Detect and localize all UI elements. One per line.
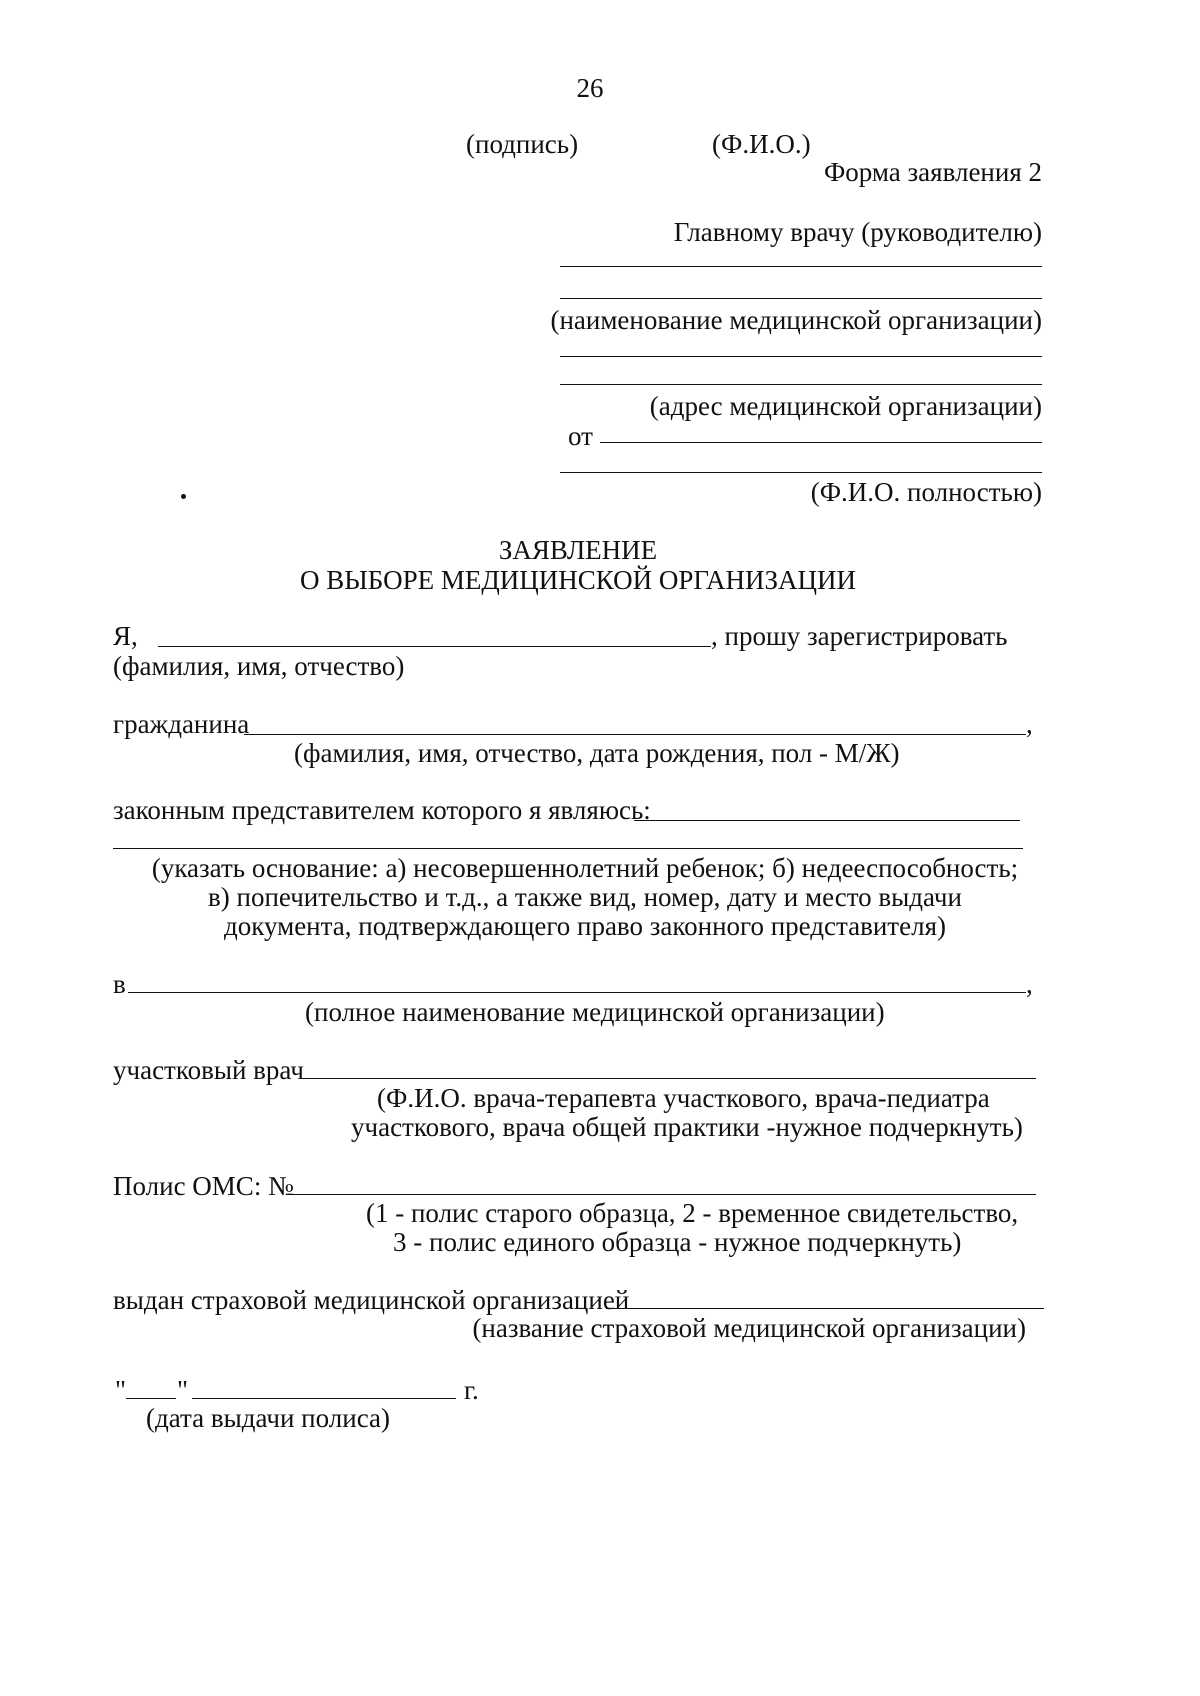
date-open-quote: " xyxy=(115,1375,127,1405)
citizen-comma: , xyxy=(1026,709,1033,739)
representative-line-1[interactable] xyxy=(634,820,1020,821)
date-caption: (дата выдачи полиса) xyxy=(146,1403,390,1433)
org-address-line-2[interactable] xyxy=(560,384,1042,385)
request-text: , прошу зарегистрировать xyxy=(711,621,1008,651)
policy-caption-1: (1 - полис старого образца, 2 - временное свидетельство, xyxy=(366,1198,1019,1228)
doctor-line[interactable] xyxy=(302,1078,1036,1079)
form-label: Форма заявления 2 xyxy=(823,157,1042,187)
basis-caption-2: в) попечительство и т.д., а также вид, номер, дату и место выдачи xyxy=(208,882,962,912)
representative-label: законным представителем которого я являюсь: xyxy=(113,795,651,825)
org-full-caption: (полное наименование медицинской организации) xyxy=(305,997,885,1027)
org-name-line-1[interactable] xyxy=(560,266,1042,267)
issued-label: выдан страховой медицинской организацией xyxy=(113,1285,630,1315)
in-comma: , xyxy=(1026,969,1033,999)
document-title-line-2: О ВЫБОРЕ МЕДИЦИНСКОЙ ОРГАНИЗАЦИИ xyxy=(299,565,857,595)
stray-dot xyxy=(181,494,186,499)
doctor-label: участковый врач xyxy=(113,1055,304,1085)
citizen-label: гражданина xyxy=(113,709,250,739)
org-name-caption: (наименование медицинской организации) xyxy=(550,305,1042,335)
doctor-caption-1: (Ф.И.О. врача-терапевта участкового, врача-педиатра xyxy=(377,1083,990,1113)
addressee-to-label: Главному врачу (руководителю) xyxy=(673,217,1042,247)
policy-caption-2: 3 - полис единого образца - нужное подчеркнуть) xyxy=(393,1227,962,1257)
date-close-quote: " xyxy=(177,1375,189,1405)
insurer-caption: (название страховой медицинской организации) xyxy=(472,1313,1026,1343)
citizen-caption: (фамилия, имя, отчество, дата рождения, пол - М/Ж) xyxy=(294,738,900,768)
doctor-caption-2: участкового, врача общей практики -нужное подчеркнуть) xyxy=(351,1112,1023,1142)
representative-line-2[interactable] xyxy=(113,848,1023,849)
date-year-suffix: г. xyxy=(464,1375,479,1405)
date-day-line[interactable] xyxy=(126,1398,176,1399)
in-label: в xyxy=(113,969,126,999)
org-full-line[interactable] xyxy=(128,992,1026,993)
date-month-line[interactable] xyxy=(192,1398,456,1399)
name-caption: (Ф.И.О.) xyxy=(712,129,811,159)
signature-caption: (подпись) xyxy=(466,129,579,159)
i-label: Я, xyxy=(113,621,138,651)
applicant-name-line[interactable] xyxy=(158,646,711,647)
from-label: от xyxy=(568,421,593,451)
org-address-caption: (адрес медицинской организации) xyxy=(649,391,1042,421)
from-caption: (Ф.И.О. полностью) xyxy=(810,477,1042,507)
org-address-line-1[interactable] xyxy=(560,356,1042,357)
document-title-line-1: ЗАЯВЛЕНИЕ xyxy=(498,535,658,565)
insurer-line[interactable] xyxy=(606,1308,1044,1309)
citizen-line[interactable] xyxy=(244,734,1026,735)
basis-caption-1: (указать основание: а) несовершеннолетний ребенок; б) недееспособность; xyxy=(151,853,1019,883)
from-line-1[interactable] xyxy=(600,442,1042,443)
policy-number-line[interactable] xyxy=(290,1194,1036,1195)
basis-caption-3: документа, подтверждающего право законного представителя) xyxy=(224,911,946,941)
page-number: 26 xyxy=(576,73,604,103)
policy-label: Полис ОМС: № xyxy=(113,1171,294,1201)
from-line-2[interactable] xyxy=(560,472,1042,473)
applicant-caption: (фамилия, имя, отчество) xyxy=(113,651,405,681)
org-name-line-2[interactable] xyxy=(560,298,1042,299)
